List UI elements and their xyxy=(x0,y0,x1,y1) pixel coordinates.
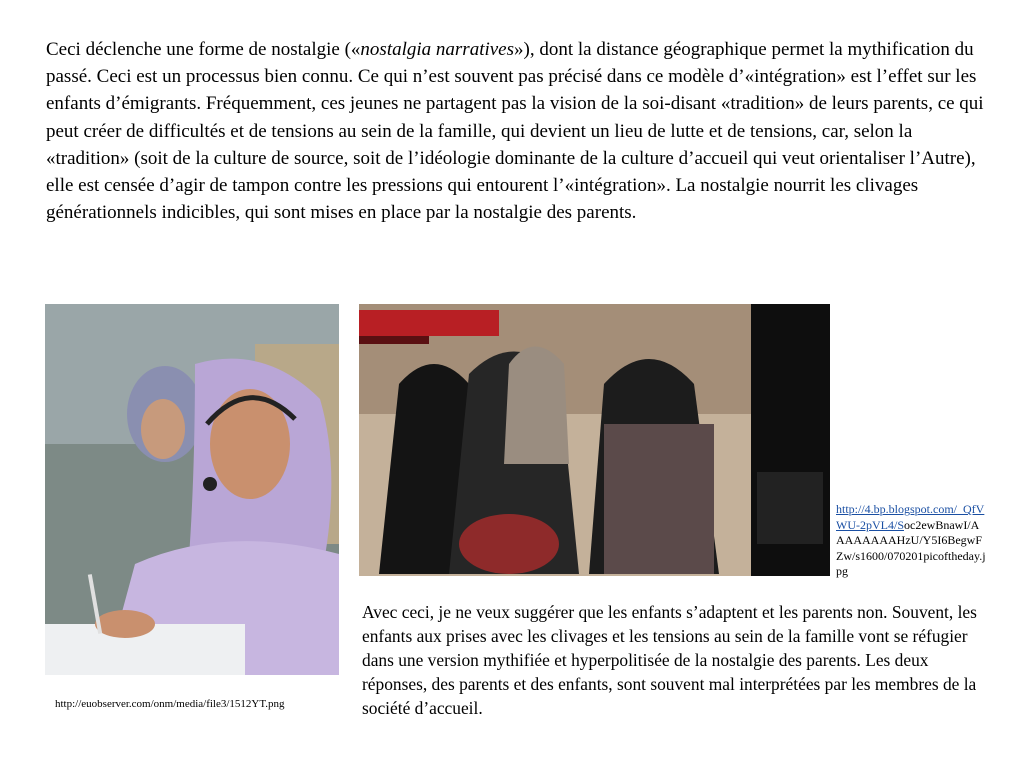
intro-italic-term: nostalgia narratives xyxy=(360,39,515,60)
call-center-photo xyxy=(45,304,339,675)
call-center-photo-illustration xyxy=(45,304,339,675)
intro-text-rest: »), dont la distance géographique permet la mythification du passé. Ceci est un processus bien connu. Ce qui n’est souvent pas précisé dans ce modèle d’«intégration» est l’effet sur les enfants d’émigrants. Fréquemment, ces jeunes ne partagent pas la vision de la soi-disant «tradition» de leurs parents, ce qui peut créer de difficultés et de tensions au sein de la famille, qui devient un lieu de lutte et de tensions, car, selon la «tradition» (soit de la culture de source, soit de l’idéologie dominante de la culture d’accueil qui veut orientaliser l’Autre), elle est censée d’agir de tampon contre les pressions qui entourent l’«intégration». La nostalgie nourrit les clivages générationnels indicibles, qui sont mises en place par la nostalgie des parents. xyxy=(46,39,984,224)
left-image-caption: http://euobserver.com/onm/media/file3/1512YT.png xyxy=(55,698,285,710)
street-photo-illustration xyxy=(359,304,830,576)
intro-paragraph xyxy=(46,36,991,226)
street-photo xyxy=(359,304,830,576)
right-image-caption xyxy=(836,502,986,580)
right-image-link[interactable]: http://4.bp.blogspot.com/_QfVWU-2pVL4/S xyxy=(836,502,985,532)
closing-paragraph: Avec ceci, je ne veux suggérer que les enfants s’adaptent et les parents non. Souvent, les enfants aux prises avec les clivages et les tensions au sein de la famille vont se réfugier dans une version mythifiée et hyperpolitisée de la nostalgie des parents. Les deux réponses, des parents et des enfants, sont souvent mal interprétées par les membres de la société d’accueil. xyxy=(362,602,977,718)
intro-text-start: Ceci déclenche une forme de nostalgie (« xyxy=(46,39,361,60)
right-image-caption-rest: oc2ewBnawI/AAAAAAAAHzU/Y5I6BegwFZw/s1600/070201picoftheday.jpg xyxy=(836,517,986,578)
